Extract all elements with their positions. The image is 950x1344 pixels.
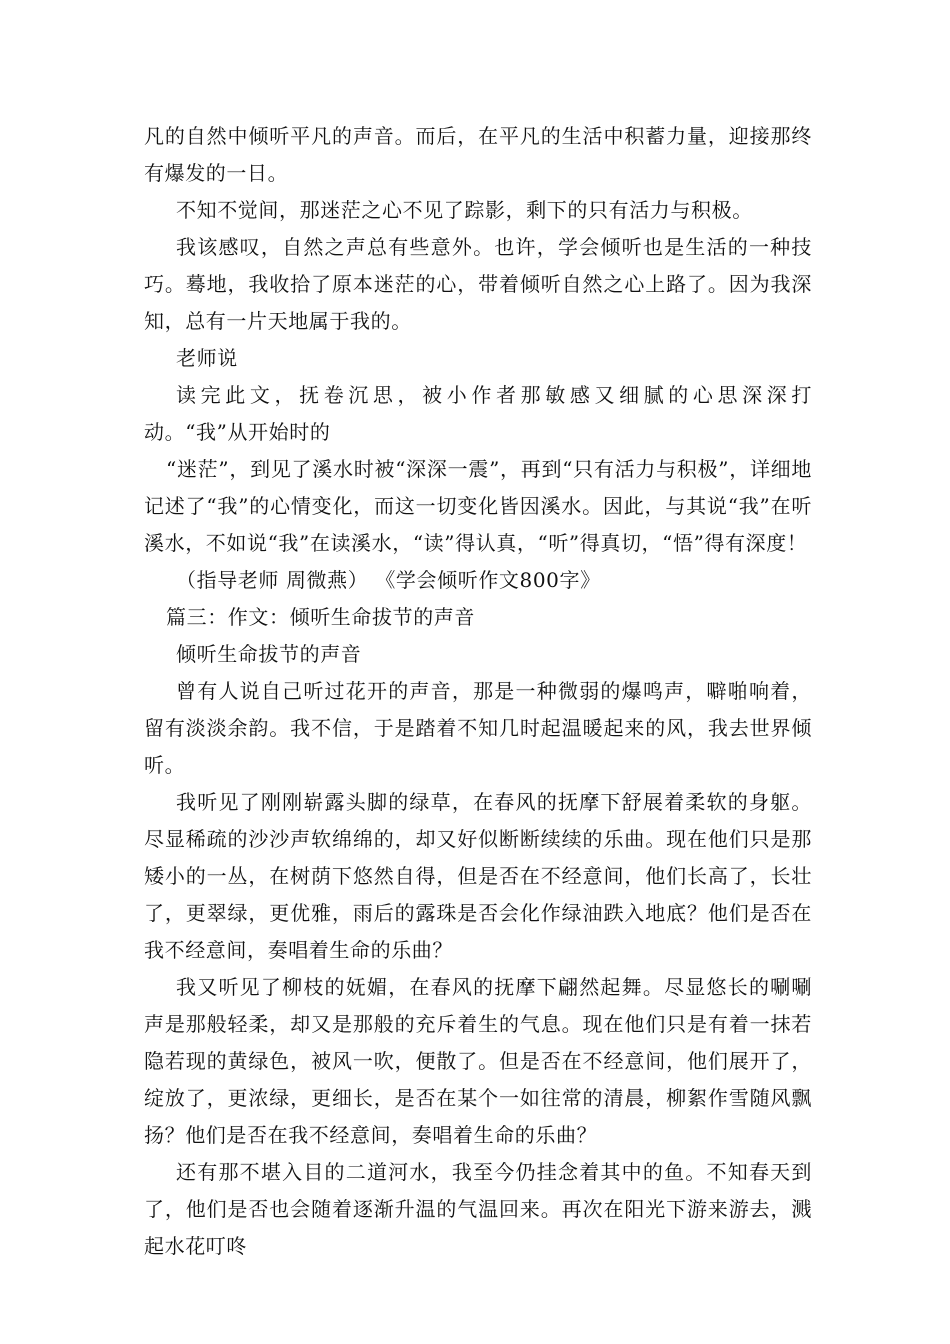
paragraph: 我该感叹，自然之声总有些意外。也许，学会倾听也是生活的一种技巧。蓦地，我收拾了原本迷茫的心，带着倾听自然之心上路了。因为我深知，总有一片天地属于我的。 (144, 235, 812, 333)
article-section-title: 篇三：作文：倾听生命拔节的声音 (166, 605, 475, 629)
paragraph-continuation: 凡的自然中倾听平凡的声音。而后，在平凡的生活中积蓄力量，迎接那终有爆发的一日。 (144, 124, 812, 185)
paragraph: 我听见了刚刚崭露头脚的绿草，在春风的抚摩下舒展着柔软的身躯。尽显稀疏的沙沙声软绵绵的，却又好似断断续续的乐曲。现在他们只是那矮小的一丛，在树荫下悠然自得，但是否在不经意间，他们长高了，长壮了，更翠绿，更优雅，雨后的露珠是否会化作绿油跌入地底？他们是否在我不经意间，奏唱着生命的乐曲？ (144, 790, 812, 962)
section-heading-teacher-says: 老师说 (176, 346, 238, 370)
article-title: 倾听生命拔节的声音 (176, 642, 362, 666)
paragraph: 还有那不堪入目的二道河水，我至今仍挂念着其中的鱼。不知春天到了，他们是否也会随着逐渐升温的气温回来。再次在阳光下游来游去，溅起水花叮咚 (144, 1160, 812, 1258)
paragraph: “迷茫”，到见了溪水时被“深深一震”，再到“只有活力与积极”，详细地记述了“我”的心情变化，而这一切变化皆因溪水。因此，与其说“我”在听溪水，不如说“我”在读溪水，“读”得认真，“听”得真切，“悟”得有深度！ (144, 457, 812, 555)
document-body (144, 118, 812, 1265)
paragraph: 读完此文，抚卷沉思，被小作者那敏感又细腻的心思深深打动。“我”从开始时的 (144, 383, 812, 444)
teacher-credit-line: （指导老师 周微燕） 《学会倾听作文800字》 (176, 568, 601, 592)
paragraph: 曾有人说自己听过花开的声音，那是一种微弱的爆鸣声，噼啪响着，留有淡淡余韵。我不信，于是踏着不知几时起温暖起来的风，我去世界倾听。 (144, 679, 812, 777)
paragraph: 我又听见了柳枝的妩媚，在春风的抚摩下翩然起舞。尽显悠长的唰唰声是那般轻柔，却又是那般的充斥着生的气息。现在他们只是有着一抹若隐若现的黄绿色，被风一吹，便散了。但是否在不经意间，他们展开了，绽放了，更浓绿，更细长，是否在某个一如往常的清晨，柳絮作雪随风飘扬？他们是否在我不经意间，奏唱着生命的乐曲？ (144, 975, 812, 1147)
paragraph: 不知不觉间，那迷茫之心不见了踪影，剩下的只有活力与积极。 (176, 198, 753, 222)
